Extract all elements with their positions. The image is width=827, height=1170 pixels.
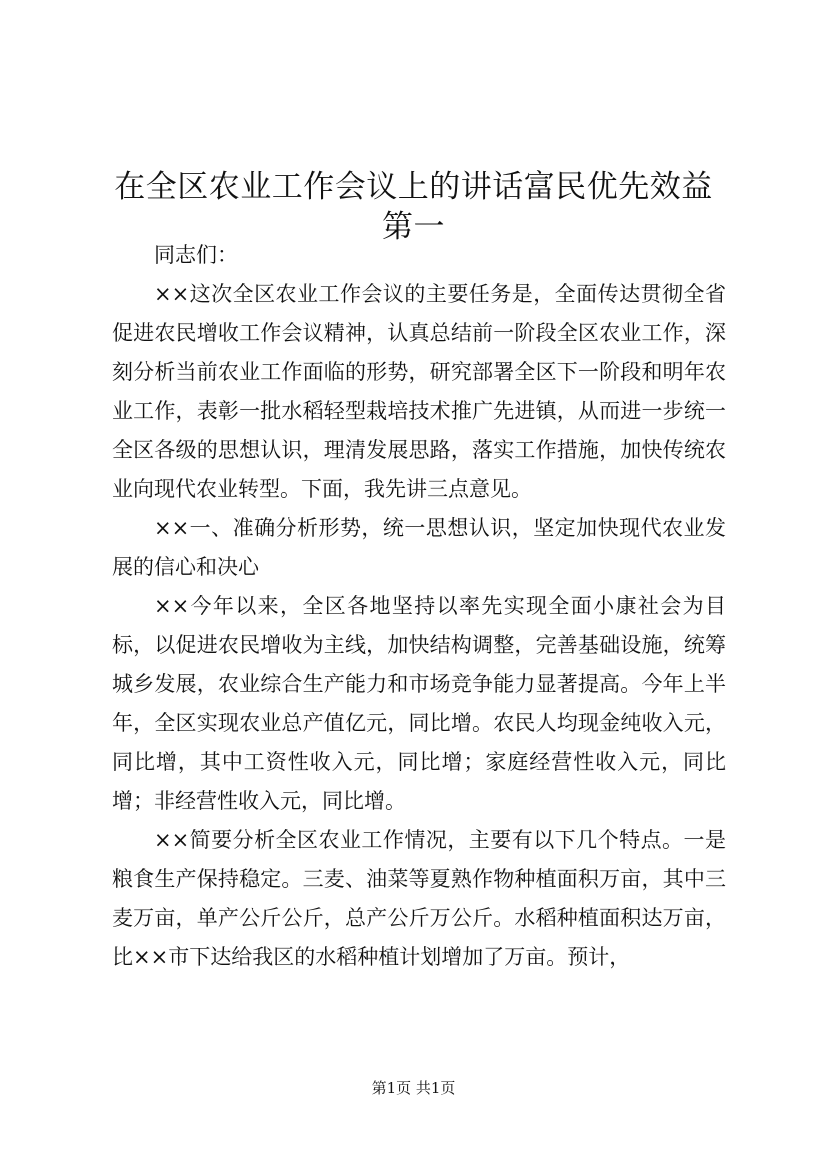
page-footer: 第1页 共1页 — [371, 1079, 456, 1097]
intro-paragraph: ××这次全区农业工作会议的主要任务是，全面传达贯彻全省促进农民增收工作会议精神，认真总结前一阶段全区农业工作，深刻分析当前农业工作面临的形势，研究部署全区下一阶段和明年农业工作，表彰一批水稻轻型栽培技术推广先进镇，从而进一步统一全区各级的思想认识，理清发展思路，落实工作措施，加快传统农业向现代农业转型。下面，我先讲三点意见。 — [112, 282, 726, 501]
achievements-paragraph: ××今年以来，全区各地坚持以率先实现全面小康社会为目标，以促进农民增收为主线，加快结构调整，完善基础设施，统筹城乡发展，农业综合生产能力和市场竞争能力显著提高。今年上半年，全区实现农业总产值亿元，同比增。农民人均现金纯收入元，同比增，其中工资性收入元，同比增；家庭经营性收入元，同比增；非经营性收入元，同比增。 — [112, 594, 726, 813]
document-title: 在全区农业工作会议上的讲话富民优先效益第一 — [114, 168, 713, 245]
analysis-paragraph: ××简要分析全区农业工作情况，主要有以下几个特点。一是粮食生产保持稳定。三麦、油菜等夏熟作物种植面积万亩，其中三麦万亩，单产公斤公斤，总产公斤万公斤。水稻种植面积达万亩，比××市下达给我区的水稻种植计划增加了万亩。预计， — [112, 828, 726, 969]
document-body — [112, 236, 726, 977]
section-heading-one: ××一、准确分析形势，统一思想认识，坚定加快现代农业发展的信心和决心 — [112, 516, 726, 579]
salutation-paragraph: 同志们： — [154, 243, 238, 267]
